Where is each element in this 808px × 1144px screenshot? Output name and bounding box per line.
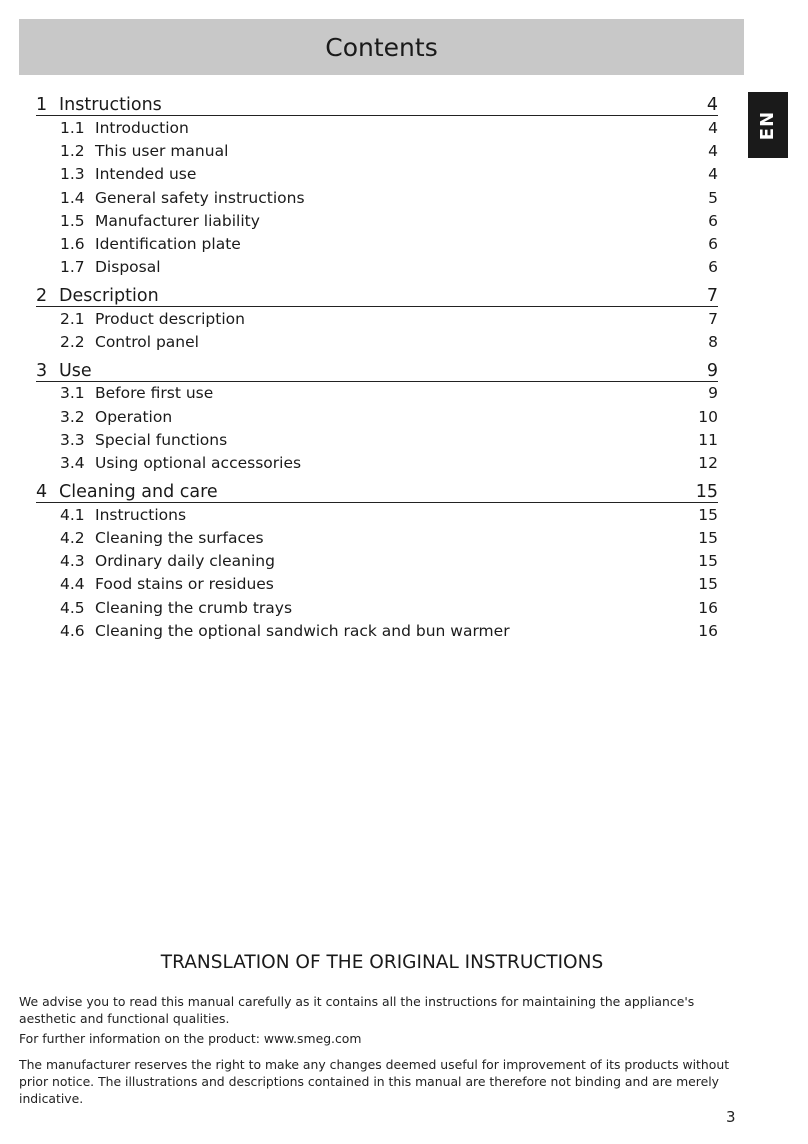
contents-header (19, 19, 744, 75)
section-title: Control panel (95, 333, 199, 352)
toc-section-4-5[interactable] (36, 596, 718, 619)
section-title: Ordinary daily cleaning (95, 552, 275, 571)
toc-section-3-3[interactable] (36, 428, 718, 451)
language-tab (748, 92, 788, 158)
toc-section-4-4[interactable] (36, 573, 718, 596)
section-number: 1.6 (60, 235, 85, 254)
section-title: Food stains or residues (95, 575, 274, 594)
toc-section-1-7[interactable] (36, 256, 718, 279)
chapter-page: 15 (695, 481, 718, 502)
section-number: 4.4 (60, 575, 85, 594)
section-title: Manufacturer liability (95, 211, 260, 230)
section-number: 4.3 (60, 552, 85, 571)
section-page: 6 (708, 235, 718, 254)
further-info-paragraph: For further information on the product: www.smeg.com (19, 1031, 362, 1046)
section-page: 4 (708, 118, 718, 137)
toc-section-1-6[interactable] (36, 232, 718, 255)
section-title: This user manual (95, 141, 229, 160)
toc-section-1-5[interactable] (36, 209, 718, 232)
section-title: Instructions (95, 505, 187, 524)
toc-section-3-1[interactable] (36, 382, 718, 405)
chapter-title: Description (59, 286, 159, 307)
page-number: 3 (726, 1108, 736, 1126)
toc-section-1-2[interactable] (36, 139, 718, 162)
section-page: 4 (708, 141, 718, 160)
section-title: Disposal (95, 258, 161, 277)
toc-section-1-3[interactable] (36, 163, 718, 186)
toc-section-3-2[interactable] (36, 405, 718, 428)
language-label: EN (757, 110, 779, 140)
section-page: 15 (698, 552, 718, 571)
section-page: 16 (698, 621, 718, 640)
section-page: 16 (698, 598, 718, 617)
chapter-page: 7 (706, 286, 718, 307)
section-title: General safety instructions (95, 188, 305, 207)
section-page: 9 (708, 384, 718, 403)
section-page: 12 (698, 454, 718, 473)
section-title: Intended use (95, 165, 197, 184)
section-title: Cleaning the optional sandwich rack and bun warmer (95, 621, 510, 640)
toc-section-2-2[interactable] (36, 330, 718, 353)
toc-chapter-2[interactable] (36, 279, 718, 307)
section-number: 1.5 (60, 211, 85, 230)
section-number: 4.1 (60, 505, 85, 524)
section-page: 10 (698, 407, 718, 426)
chapter-title: Instructions (59, 95, 162, 115)
section-number: 1.2 (60, 141, 85, 160)
section-page: 7 (708, 309, 718, 328)
advice-paragraph: We advise you to read this manual carefully as it contains all the instructions for maintaining the appliance's aesthetic and functional qualities. (19, 994, 695, 1026)
chapter-number: 1 (36, 95, 48, 115)
section-number: 4.2 (60, 528, 85, 547)
section-number: 2.1 (60, 309, 85, 328)
toc-section-4-1[interactable] (36, 503, 718, 526)
section-number: 1.1 (60, 118, 85, 137)
toc-section-1-1[interactable] (36, 116, 718, 139)
section-title: Cleaning the surfaces (95, 528, 264, 547)
section-title: Introduction (95, 118, 189, 137)
section-title: Operation (95, 407, 173, 426)
toc-section-1-4[interactable] (36, 186, 718, 209)
section-title: Using optional accessories (95, 454, 302, 473)
section-title: Cleaning the crumb trays (95, 598, 293, 617)
section-title: Before first use (95, 384, 214, 403)
toc-chapter-1[interactable] (36, 88, 718, 116)
section-title: Product description (95, 309, 245, 328)
section-page: 4 (708, 165, 718, 184)
section-number: 1.3 (60, 165, 85, 184)
toc-chapter-4[interactable] (36, 475, 718, 503)
section-number: 4.6 (60, 621, 85, 640)
chapter-number: 3 (36, 360, 48, 381)
section-title: Special functions (95, 430, 228, 449)
disclaimer-paragraph: The manufacturer reserves the right to make any changes deemed useful for improvement of its products without prior notice. The illustrations and descriptions contained in this manual are therefore not binding and are merely indicative. (19, 1057, 730, 1106)
table-of-contents (36, 88, 718, 643)
section-number: 4.5 (60, 598, 85, 617)
section-number: 3.3 (60, 430, 85, 449)
section-number: 2.2 (60, 333, 85, 352)
section-page: 11 (698, 430, 718, 449)
section-page: 5 (708, 188, 718, 207)
section-page: 6 (708, 211, 718, 230)
toc-chapter-3[interactable] (36, 354, 718, 382)
chapter-page: 9 (706, 360, 718, 381)
chapter-number: 2 (36, 286, 48, 307)
page-title: Contents (325, 32, 438, 62)
section-title: Identification plate (95, 235, 241, 254)
section-page: 15 (698, 575, 718, 594)
section-page: 8 (708, 333, 718, 352)
toc-section-3-4[interactable] (36, 452, 718, 475)
section-page: 6 (708, 258, 718, 277)
chapter-page: 4 (706, 95, 718, 115)
section-number: 1.4 (60, 188, 85, 207)
section-number: 3.2 (60, 407, 85, 426)
chapter-number: 4 (36, 481, 48, 502)
toc-section-4-3[interactable] (36, 549, 718, 572)
section-page: 15 (698, 505, 718, 524)
translation-title: TRANSLATION OF THE ORIGINAL INSTRUCTIONS (160, 952, 604, 973)
toc-section-4-6[interactable] (36, 619, 718, 642)
section-page: 15 (698, 528, 718, 547)
section-number: 1.7 (60, 258, 85, 277)
toc-section-2-1[interactable] (36, 307, 718, 330)
section-number: 3.4 (60, 454, 85, 473)
toc-section-4-2[interactable] (36, 526, 718, 549)
chapter-title: Use (59, 360, 92, 381)
chapter-title: Cleaning and care (59, 481, 218, 502)
section-number: 3.1 (60, 384, 85, 403)
